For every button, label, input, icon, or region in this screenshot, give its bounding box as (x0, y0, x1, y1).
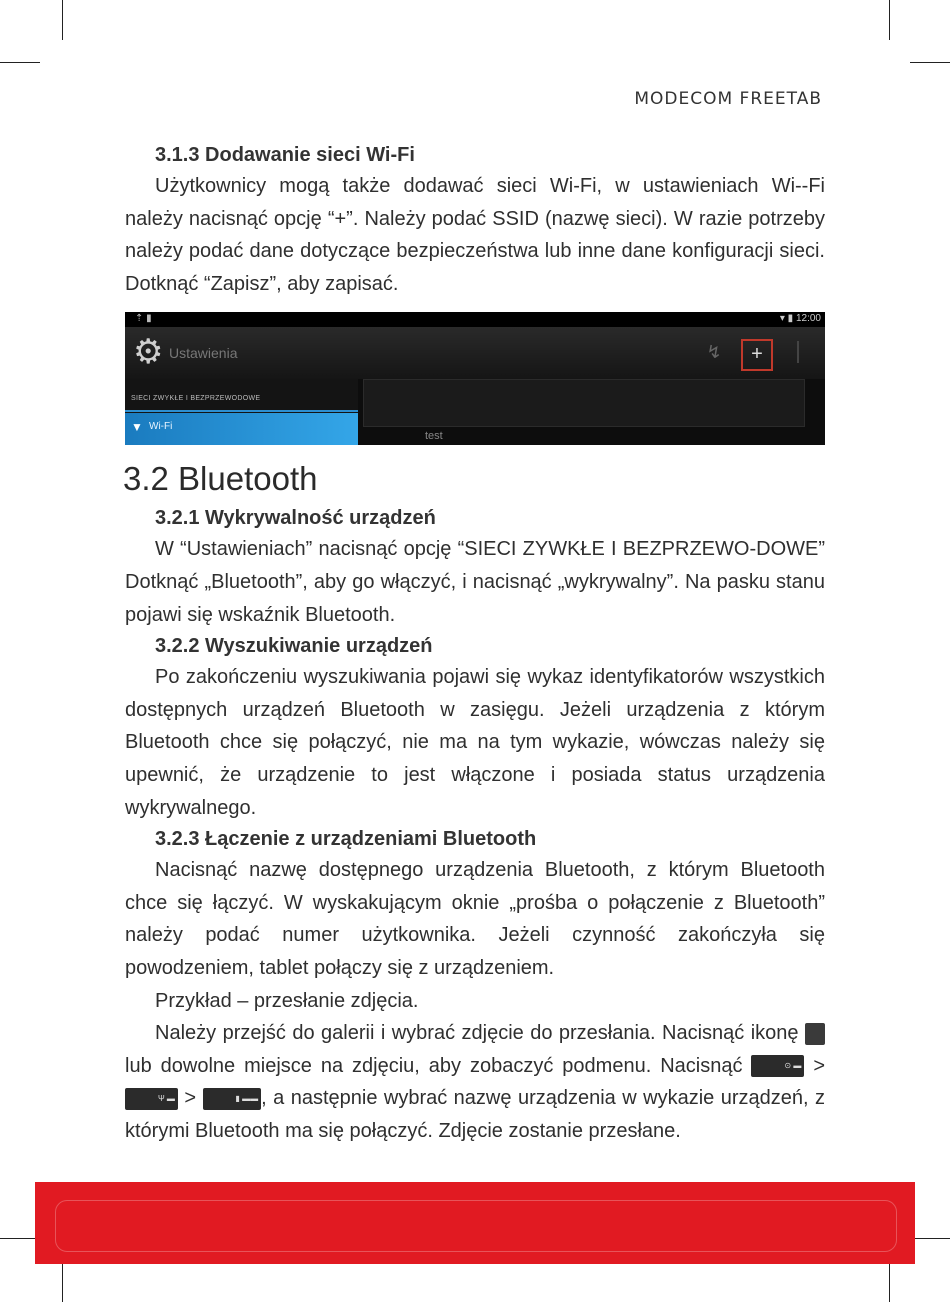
share-steps-text-a: Należy przejść do galerii i wybrać zdjęcie do przesłania. Nacisnąć ikonę (155, 1022, 799, 1045)
paragraph-3-2-2: Po zakończeniu wyszukiwania pojawi się wykaz identyfikatorów wszystkich dostępnych urządzeń Bluetooth w zasięgu. Jeżeli urządzenia z którym Bluetooth chce się połączyć, nie ma na tym wykazie, wówczas należy się upewnić, że urządzenie to jest włączone i posiada status urządzenia wykrywalnego. (125, 666, 825, 819)
page-content (125, 140, 825, 1147)
section-heading-3-2-1: 3.2.1 Wykrywalność urządzeń (155, 507, 436, 530)
category-divider (125, 410, 358, 412)
crop-mark (0, 62, 40, 63)
section-heading-3-2-3: 3.2.3 Łączenie z urządzeniami Bluetooth (155, 828, 537, 851)
crop-mark (0, 1238, 40, 1239)
paragraph-share-steps (125, 1017, 825, 1147)
device-icon: ▮ ▬▬ (203, 1088, 262, 1110)
section-heading-3-2-2: 3.2.2 Wyszukiwanie urządzeń (155, 635, 433, 658)
status-right (780, 313, 821, 324)
sidebar-item-label: Wi-Fi (149, 421, 173, 433)
wifi-icon: ▾ (779, 313, 785, 325)
category-header: SIECI ZWYKŁE I BEZPRZEWODOWE (131, 395, 261, 403)
settings-title: Ustawienia (169, 345, 238, 362)
share-steps-text-b: lub dowolne miejsce na zdjęciu, aby zobaczyć podmenu. Nacisnąć (125, 1054, 743, 1077)
settings-left-panel (125, 379, 358, 445)
crop-mark (889, 0, 890, 40)
scan-icon[interactable]: ↯ (706, 342, 722, 363)
separator: > (813, 1054, 825, 1077)
crop-mark (62, 1262, 63, 1302)
wifi-icon: ▼ (131, 420, 143, 435)
page-header-brand: MODECOM FREETAB (634, 89, 822, 109)
network-list-panel[interactable] (363, 379, 805, 427)
separator: > (184, 1087, 197, 1110)
crop-mark (62, 0, 63, 40)
crop-mark (910, 1238, 950, 1239)
add-network-button[interactable]: + (741, 339, 773, 371)
footer-bar (35, 1182, 915, 1264)
paragraph-3-1-3: Użytkownicy mogą także dodawać sieci Wi-Fi, w ustawieniach Wi--Fi należy nacisnąć opcję “+”. Należy podać SSID (nazwę sieci). W razie potrzeby należy podać dane dotyczące bezpieczeństwa lub inne dane konfiguracji sieci. Dotknąć “Zapisz”, aby zapisać. (125, 175, 825, 295)
footer-decoration (55, 1200, 897, 1252)
crop-mark (910, 62, 950, 63)
action-bar (125, 327, 825, 379)
notification-icon: ⇡ ▮ (135, 313, 152, 325)
status-bar (125, 312, 825, 327)
status-time: 12:00 (795, 313, 821, 325)
crop-mark (889, 1262, 890, 1302)
section-heading-3-2: 3.2 Bluetooth (123, 460, 318, 498)
battery-icon: ▮ (787, 313, 794, 325)
share-icon: ⊙ ▬ (751, 1055, 804, 1077)
paragraph-3-2-1: W “Ustawieniach” nacisnąć opcję “SIECI ZYWKŁE I BEZPRZEWO-DOWE” Dotknąć „Bluetooth”, aby go włączyć, i nacisnąć „wykrywalny”. Na pasku stanu pojawi się wskaźnik Bluetooth. (125, 538, 825, 626)
share-steps-text-c: , a następnie wybrać nazwę urządzenia w wykazie urządzeń, z którymi Bluetooth ma się połączyć. Zdjęcie zostanie przesłane. (125, 1087, 825, 1142)
gear-icon: ⚙ (133, 333, 164, 372)
network-item-label[interactable]: test (425, 430, 443, 443)
paragraph-example: Przykład – przesłanie zdjęcia. (155, 989, 419, 1012)
wifi-settings-screenshot (125, 312, 825, 445)
paragraph-3-2-3: Nacisnąć nazwę dostępnego urządzenia Bluetooth, z którym Bluetooth chce się łączyć. W wyskakującym oknie „prośba o połączenie z Bluetooth” należy podać numer użytkownika. Jeżeli czynność zakończyła się powodzeniem, tablet połączy się z urządzeniem. (125, 859, 825, 979)
bluetooth-icon: Ψ ▬ (125, 1088, 178, 1110)
menu-icon (805, 1023, 825, 1045)
sidebar-item-wifi[interactable] (125, 413, 358, 445)
section-heading-3-1-3: 3.1.3 Dodawanie sieci Wi-Fi (155, 144, 415, 166)
more-icon[interactable] (797, 341, 805, 363)
